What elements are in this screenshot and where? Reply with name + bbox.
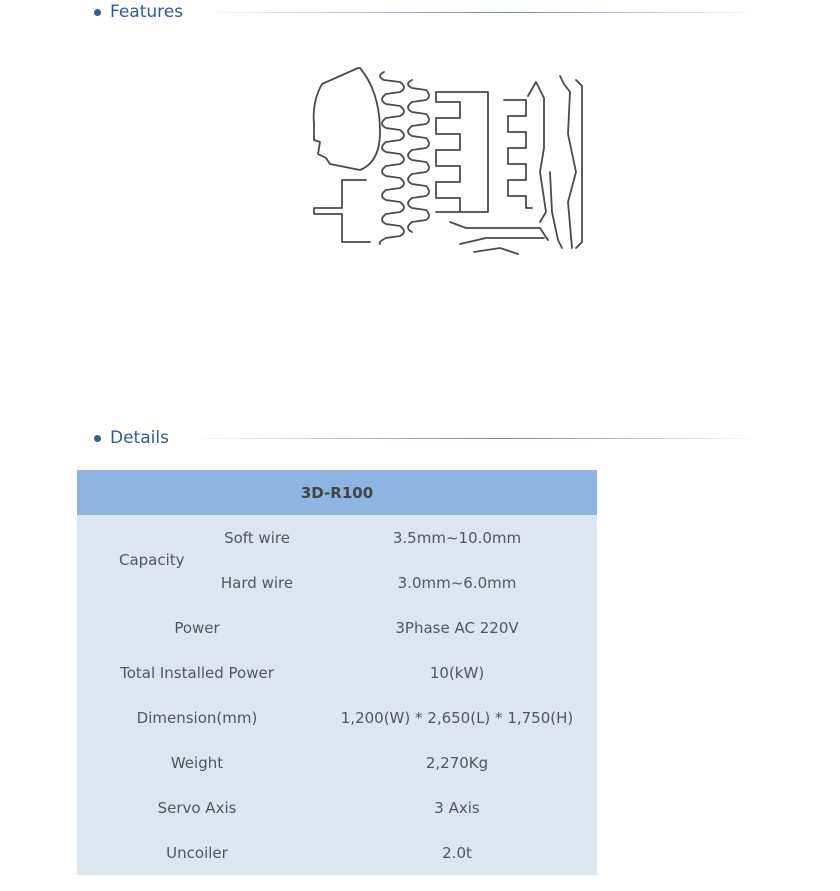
bullet-icon xyxy=(94,9,101,16)
table-row xyxy=(77,515,597,560)
wire-rod-4 xyxy=(550,172,562,248)
wire-hook-shape xyxy=(314,180,370,242)
spec-label: Power xyxy=(77,605,317,650)
capacity-label: Capacity xyxy=(77,515,197,605)
table-row xyxy=(77,830,597,875)
bent-wire-samples-image xyxy=(300,62,592,262)
heading-divider xyxy=(201,12,760,13)
spec-table xyxy=(77,470,597,875)
spec-value: 3 Axis xyxy=(317,785,597,830)
table-header-row xyxy=(77,470,597,515)
wire-bottom-rod-2 xyxy=(460,238,544,244)
table-row xyxy=(77,650,597,695)
features-title: Features xyxy=(110,2,184,22)
wire-serpentine-2 xyxy=(504,100,532,208)
hard-wire-value: 3.0mm~6.0mm xyxy=(317,560,597,605)
spec-value: 10(kW) xyxy=(317,650,597,695)
spec-value: 3Phase AC 220V xyxy=(317,605,597,650)
wire-serpentine-1 xyxy=(436,92,488,212)
spec-value: 1,200(W) * 2,650(L) * 1,750(H) xyxy=(317,695,597,740)
table-row xyxy=(77,740,597,785)
model-name: 3D-R100 xyxy=(77,470,597,515)
table-row xyxy=(77,695,597,740)
heading-divider xyxy=(187,438,760,439)
spec-label: Uncoiler xyxy=(77,830,317,875)
spec-label: Total Installed Power xyxy=(77,650,317,695)
spec-value: 2,270Kg xyxy=(317,740,597,785)
wire-rod-3 xyxy=(576,80,582,248)
wire-bottom-rod-3 xyxy=(474,248,518,254)
hard-wire-label: Hard wire xyxy=(197,560,317,605)
spec-label: Weight xyxy=(77,740,317,785)
details-heading xyxy=(94,426,760,450)
wire-zigzag-2 xyxy=(408,80,429,232)
soft-wire-label: Soft wire xyxy=(197,515,317,560)
table-row xyxy=(77,605,597,650)
spec-label: Servo Axis xyxy=(77,785,317,830)
wire-curved-frame xyxy=(314,68,380,170)
details-title: Details xyxy=(110,428,169,448)
table-row xyxy=(77,785,597,830)
wire-rod-1 xyxy=(528,82,546,222)
soft-wire-value: 3.5mm~10.0mm xyxy=(317,515,597,560)
bullet-icon xyxy=(94,435,101,442)
wire-zigzag-1 xyxy=(380,72,404,244)
wire-rod-2 xyxy=(560,76,576,248)
spec-value: 2.0t xyxy=(317,830,597,875)
spec-label: Dimension(mm) xyxy=(77,695,317,740)
features-heading xyxy=(94,0,760,24)
